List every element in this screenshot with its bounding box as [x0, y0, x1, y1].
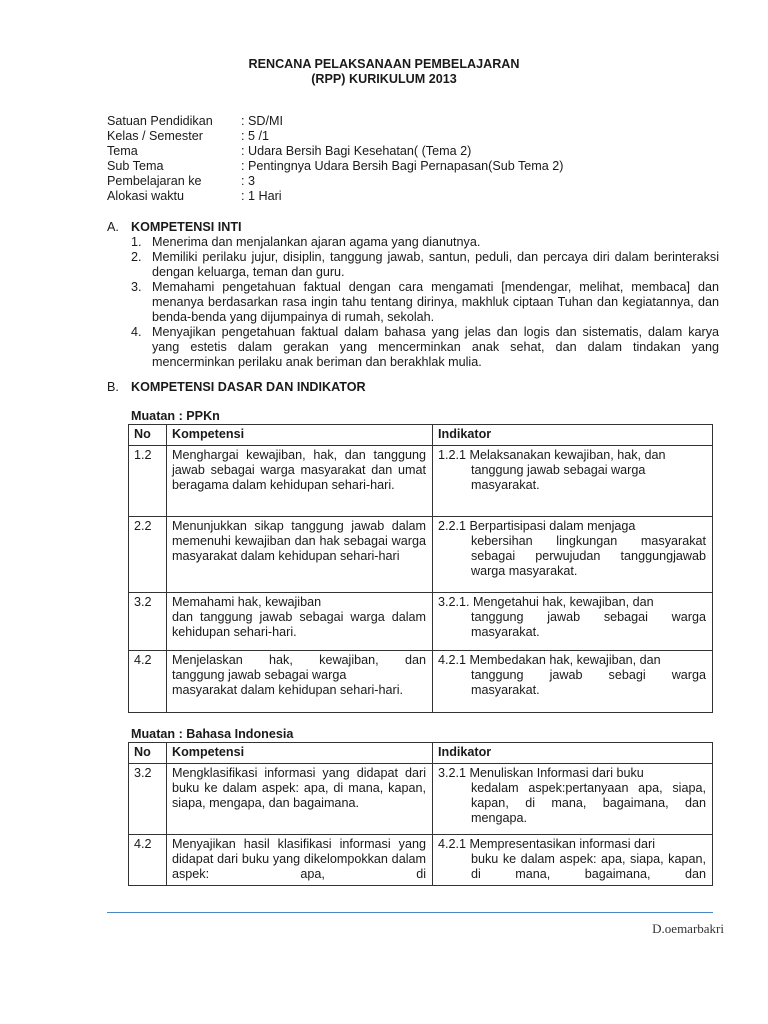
cell-indikator: [433, 764, 713, 835]
kompetensi-line2: tanggung jawab sebagai warga: [172, 668, 347, 682]
cell-kompetensi: Menyajikan hasil klasifikasi informasi yang didapat dari buku yang dikelompokkan dalam aspek: apa, di: [167, 835, 433, 886]
kompetensi-rest: masyarakat dalam kehidupan sehari-hari.: [172, 683, 404, 697]
list-item: [107, 280, 719, 325]
section-letter: B.: [107, 380, 119, 394]
indikator-first-line: [438, 653, 706, 668]
identitas-row: [107, 189, 564, 204]
indikator-first-line: [438, 519, 706, 534]
muatan-bahasa-indonesia-label: Muatan : Bahasa Indonesia: [131, 727, 294, 741]
table-header-row: [129, 743, 713, 764]
indikator-code: 2.2.1: [438, 519, 467, 533]
list-number: 3.: [131, 280, 142, 294]
column-header-no: No: [129, 425, 167, 446]
indikator-first-line: [438, 837, 706, 852]
indikator-rest-text: kebersihan lingkungan masyarakat sebagai perwujudan tanggungjawab warga masyarakat.: [471, 534, 706, 578]
indikator-rest-text: buku ke dalam aspek: apa, siapa, kapan, di mana, bagaimana, dan: [471, 852, 706, 881]
indikator-rest-text: tanggung jawab sebagi warga masyarakat.: [471, 668, 706, 697]
table-ppkn: [128, 424, 713, 713]
indikator-code: 4.2.1: [438, 653, 467, 667]
identitas-row: [107, 129, 564, 144]
kompetensi-rest: dan tanggung jawab sebagai warga dalam kehidupan sehari-hari.: [172, 610, 426, 639]
cell-no: 4.2: [129, 835, 167, 886]
cell-kompetensi: [167, 593, 433, 651]
cell-no: 4.2: [129, 651, 167, 713]
indikator-code: 3.2.1: [438, 766, 467, 780]
cell-indikator: [433, 446, 713, 517]
cell-kompetensi: [167, 651, 433, 713]
table-row: [129, 651, 713, 713]
kompetensi-inti-list: [107, 235, 719, 370]
footer-author: D.oemarbakri: [652, 921, 724, 936]
column-header-kompetensi: Kompetensi: [167, 425, 433, 446]
indikator-rest-text: tanggung jawab sebagai warga masyarakat.: [471, 610, 706, 639]
indikator-first-line: [438, 448, 706, 463]
identitas-value: : 1 Hari: [241, 189, 282, 203]
indikator-first-text: Membedakan hak, kewajiban, dan: [469, 653, 661, 667]
identitas-row: [107, 114, 564, 129]
cell-indikator: [433, 593, 713, 651]
table-row: [129, 835, 713, 886]
cell-no: 1.2: [129, 446, 167, 517]
identitas-value: : 5 /1: [241, 129, 270, 143]
column-header-kompetensi: Kompetensi: [167, 743, 433, 764]
indikator-rest-text: kedalam aspek:pertanyaan apa, siapa, kapan, di mana, bagaimana, dan mengapa.: [471, 781, 706, 825]
cell-indikator: [433, 517, 713, 593]
indikator-first-text: Menuliskan Informasi dari buku: [469, 766, 644, 780]
column-header-no: No: [129, 743, 167, 764]
identitas-value: : Pentingnya Udara Bersih Bagi Pernapasan(Sub Tema 2): [241, 159, 564, 173]
list-text: Memiliki perilaku jujur, disiplin, tanggung jawab, santun, peduli, dan percaya diri dalam berinteraksi dengan keluarga, teman dan guru.: [152, 250, 719, 279]
indikator-code: 4.2.1: [438, 837, 467, 851]
section-title: KOMPETENSI INTI: [131, 220, 242, 234]
muatan-ppkn-label: Muatan : PPKn: [131, 409, 220, 423]
indikator-first-line: [438, 595, 706, 610]
list-item: [107, 250, 719, 280]
identitas-block: [107, 114, 564, 204]
cell-no: 3.2: [129, 764, 167, 835]
identitas-label: Kelas / Semester: [107, 129, 203, 143]
list-text: Menyajikan pengetahuan faktual dalam bahasa yang jelas dan logis dan sistematis, dalam karya yang estetis dalam gerakan yang mencerminkan anak sehat, dan dalam tindakan yang mencerminkan perilaku anak beriman dan berakhlak mulia.: [152, 325, 719, 369]
document-title-line1: RENCANA PELAKSANAAN PEMBELAJARAN: [248, 57, 520, 71]
cell-kompetensi: Mengklasifikasi informasi yang didapat dari buku ke dalam aspek: apa, di mana, kapan, siapa, mengapa, dan bagaimana.: [167, 764, 433, 835]
table-row: [129, 593, 713, 651]
table-bahasa-indonesia: [128, 742, 713, 886]
identitas-label: Sub Tema: [107, 159, 164, 173]
indikator-first-text: Berpartisipasi dalam menjaga: [469, 519, 636, 533]
section-kompetensi-dasar: [107, 380, 366, 395]
list-number: 2.: [131, 250, 142, 264]
column-header-indikator: Indikator: [433, 743, 713, 764]
identitas-row: [107, 159, 564, 174]
cell-no: 2.2: [129, 517, 167, 593]
table-row: [129, 446, 713, 517]
identitas-label: Tema: [107, 144, 138, 158]
table-header-row: [129, 425, 713, 446]
footer-divider: [107, 912, 713, 913]
indikator-first-text: Mengetahui hak, kewajiban, dan: [473, 595, 654, 609]
identitas-value: : 3: [241, 174, 256, 188]
identitas-row: [107, 144, 564, 159]
identitas-value: : Udara Bersih Bagi Kesehatan( (Tema 2): [241, 144, 472, 158]
document-title-line2: (RPP) KURIKULUM 2013: [311, 72, 457, 86]
indikator-code: 3.2.1.: [438, 595, 470, 609]
cell-kompetensi: Menghargai kewajiban, hak, dan tanggung jawab sebagai warga masyarakat dan umat beragama dalam kehidupan sehari-hari.: [167, 446, 433, 517]
indikator-first-text: Melaksanakan kewajiban, hak, dan: [469, 448, 666, 462]
kompetensi-line1: Memahami hak, kewajiban: [172, 595, 322, 609]
list-number: 4.: [131, 325, 142, 339]
list-item: [107, 325, 719, 370]
table-row: [129, 517, 713, 593]
identitas-value: : SD/MI: [241, 114, 283, 128]
indikator-rest-text: tanggung jawab sebagai warga masyarakat.: [471, 463, 646, 492]
cell-kompetensi: Menunjukkan sikap tanggung jawab dalam memenuhi kewajiban dan hak sebagai warga masyarakat dalam kehidupan sehari-hari: [167, 517, 433, 593]
identitas-label: Alokasi waktu: [107, 189, 184, 203]
identitas-label: Pembelajaran ke: [107, 174, 202, 188]
indikator-first-line: [438, 766, 706, 781]
identitas-row: [107, 174, 564, 189]
table-row: [129, 764, 713, 835]
section-letter: A.: [107, 220, 119, 234]
list-number: 1.: [131, 235, 142, 249]
cell-indikator: [433, 835, 713, 886]
cell-no: 3.2: [129, 593, 167, 651]
list-text: Menerima dan menjalankan ajaran agama yang dianutnya.: [152, 235, 481, 249]
kompetensi-line1: Menjelaskan hak, kewajiban, dan: [172, 653, 426, 667]
section-heading: [107, 380, 366, 395]
indikator-first-text: Mempresentasikan informasi dari: [469, 837, 655, 851]
column-header-indikator: Indikator: [433, 425, 713, 446]
section-heading: [107, 220, 719, 235]
section-kompetensi-inti: [107, 220, 719, 370]
identitas-label: Satuan Pendidikan: [107, 114, 213, 128]
list-item: [107, 235, 719, 250]
cell-indikator: [433, 651, 713, 713]
list-text: Memahami pengetahuan faktual dengan cara mengamati [mendengar, melihat, membaca] dan menanya berdasarkan rasa ingin tahu tentang dirinya, makhluk ciptaan Tuhan dan kegiatannya, dan benda-benda yang dijumpainya di rumah, sekolah.: [152, 280, 719, 324]
indikator-code: 1.2.1: [438, 448, 467, 462]
section-title: KOMPETENSI DASAR DAN INDIKATOR: [131, 380, 366, 394]
